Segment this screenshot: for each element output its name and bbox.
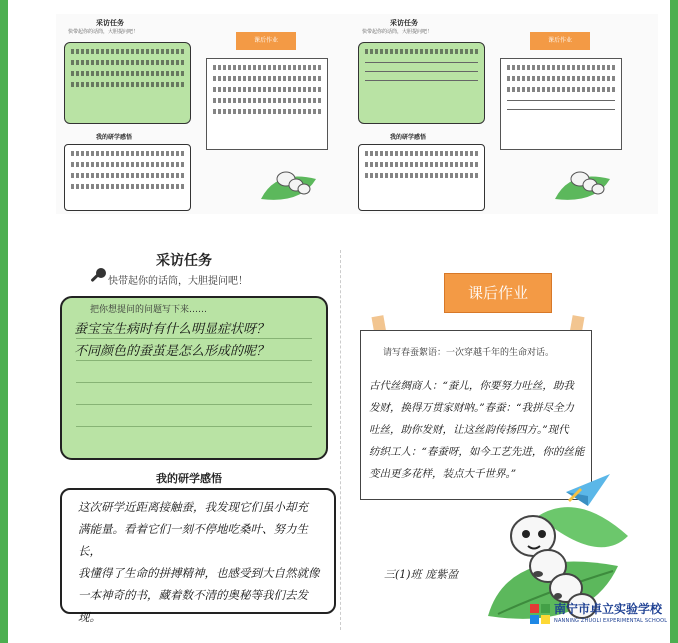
page-divider: [340, 250, 341, 630]
thumb-reflection-title: 我的研学感悟: [96, 134, 133, 141]
reflection-line: 这次研学近距离接触蚕，我发现它们虽小却充: [78, 500, 308, 514]
interview-task-title: 采访任务: [156, 253, 212, 269]
thumb-question-box: [358, 42, 485, 124]
reflection-title: 我的研学感悟: [156, 472, 222, 485]
right-green-border: [670, 0, 678, 643]
answer-line: 纺织工人：“春蚕呀，如今工艺先进，你的丝能: [369, 446, 585, 458]
microphone-icon: [88, 266, 108, 286]
question-prompt: 把你想提问的问题写下来……: [90, 305, 208, 315]
ruled-line: [76, 360, 312, 361]
thumb-title: 采访任务: [96, 19, 124, 27]
left-green-border: [0, 0, 8, 643]
student-signature: 三(1)班 庞紫盈: [384, 568, 459, 581]
school-name-en: NANNING ZHUOLI EXPERIMENTAL SCHOOL: [554, 618, 668, 624]
homework-label: 课后作业: [444, 273, 552, 313]
reflection-line: 满能量。看着它们一刻不停地吃桑叶、努力生长，: [78, 522, 308, 558]
thumbnail-right: [350, 14, 658, 214]
thumbnail-left: [56, 14, 364, 214]
ruled-line: [76, 338, 312, 339]
reflection-text: [78, 496, 326, 628]
answer-line: 变出更多花样，装点大千世界。”: [369, 468, 517, 480]
reflection-line: 我懂得了生命的拼搏精神，也感受到大自然就像: [78, 566, 320, 580]
thumb-title: 采访任务: [390, 19, 418, 27]
thumb-reflection-box: [358, 144, 485, 211]
school-name-cn: 南宁市卓立实验学校: [554, 602, 663, 616]
thumb-hint: 快带起你的话筒，大胆提问吧！: [68, 29, 139, 35]
thumb-silkworm-illustration: [256, 149, 326, 204]
reflection-line: 一本神奇的书，藏着数不清的奥秘等我们去发现。: [78, 588, 308, 624]
school-logo: [528, 602, 552, 626]
reflection-box: [60, 488, 336, 624]
ruled-line: [76, 426, 312, 427]
thumb-note: [500, 58, 622, 150]
question-2: 不同颜色的蚕茧是怎么形成的呢？: [74, 344, 270, 359]
question-box: [60, 296, 328, 460]
homework-answer: [369, 375, 585, 485]
interview-hint: 快带起你的话筒，大胆提问吧！: [108, 276, 248, 287]
thumb-silkworm-illustration: [550, 149, 620, 204]
thumb-reflection-title: 我的研学感悟: [390, 134, 427, 141]
answer-line: 发财，换得万贯家财呐。”春蚕：“我拼尽全力: [369, 402, 574, 414]
homework-note: [360, 330, 592, 500]
thumb-reflection-box: [64, 144, 191, 211]
homework-prompt: 请写春蚕絮语：一次穿越千年的生命对话。: [383, 348, 555, 358]
ruled-line: [76, 404, 312, 405]
thumb-homework-label: 课后作业: [530, 32, 590, 50]
answer-line: 吐丝，助你发财，让这丝韵传扬四方。”现代: [369, 424, 569, 436]
thumb-homework-label: 课后作业: [236, 32, 296, 50]
answer-line: 古代丝绸商人：“蚕儿，你要努力吐丝，助我: [369, 380, 574, 392]
ruled-line: [76, 382, 312, 383]
school-brand: [528, 598, 668, 632]
thumb-hint: 快带起你的话筒，大胆提问吧！: [362, 29, 433, 35]
thumb-note: [206, 58, 328, 150]
thumb-question-box: [64, 42, 191, 124]
question-1: 蚕宝宝生病时有什么明显症状呀？: [74, 322, 270, 337]
